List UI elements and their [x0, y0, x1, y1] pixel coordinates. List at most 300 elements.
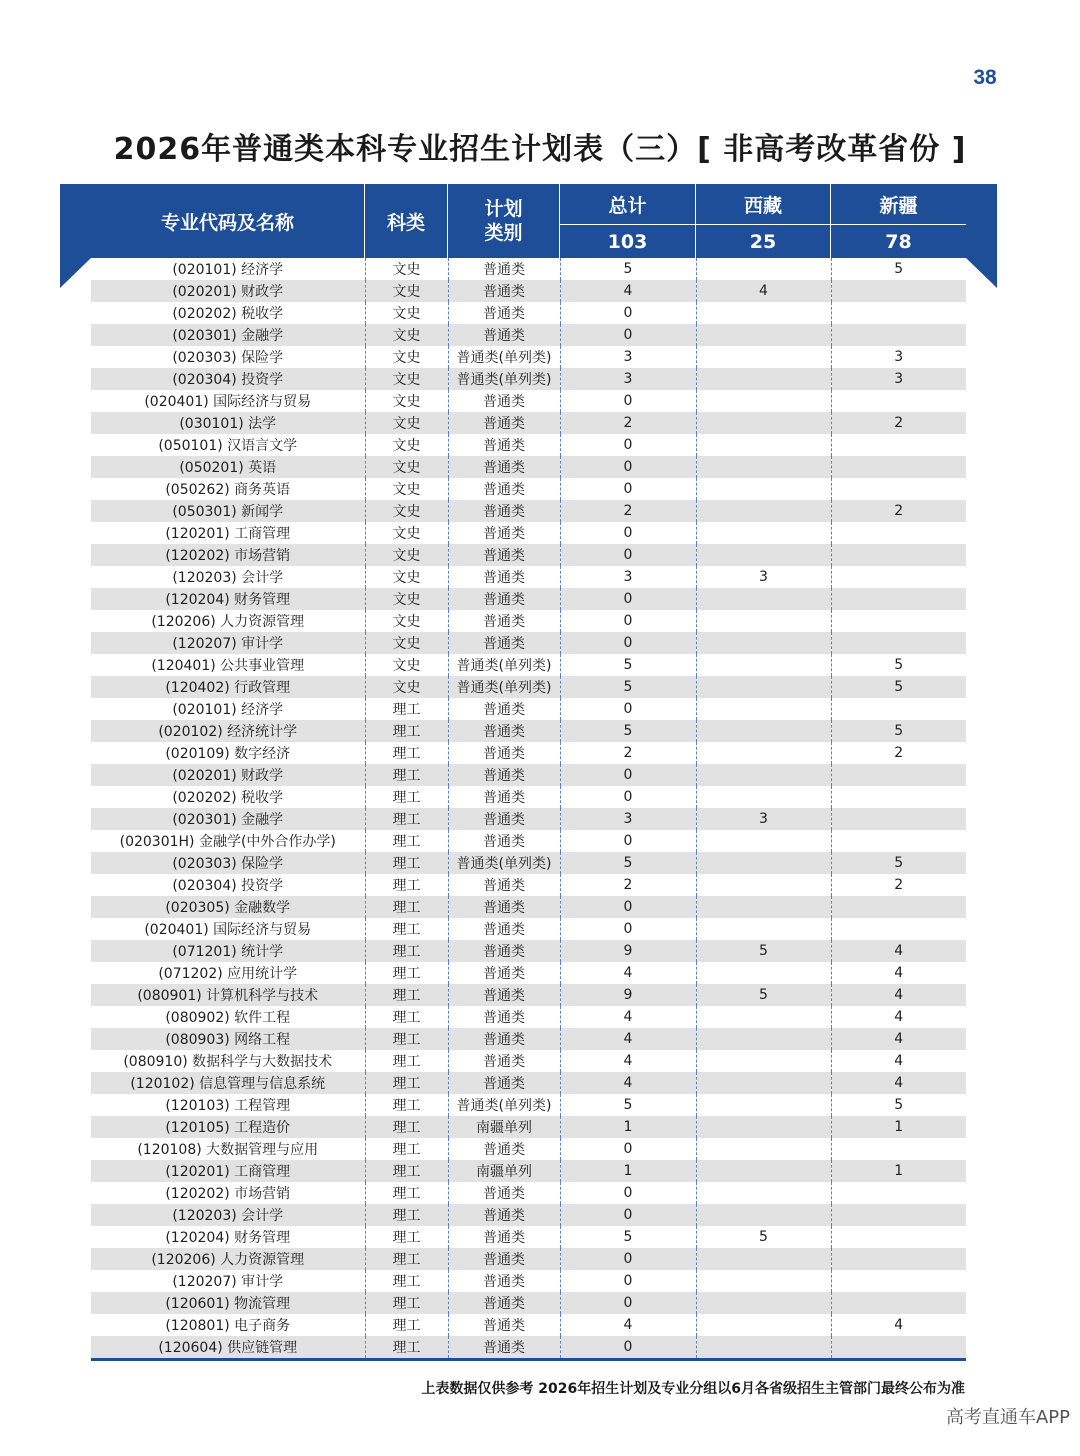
tibet-cell [696, 434, 831, 456]
total-cell: 0 [560, 1204, 696, 1226]
subject-cell: 理工 [365, 1248, 448, 1270]
table-row [91, 742, 966, 764]
total-cell: 0 [560, 1336, 696, 1358]
xinjiang-cell: 4 [831, 1028, 966, 1050]
tibet-cell [696, 896, 831, 918]
table-row [91, 654, 966, 676]
xinjiang-cell: 2 [831, 742, 966, 764]
total-cell: 5 [560, 1094, 696, 1116]
plan-type-cell: 普通类 [448, 962, 560, 984]
table-row [91, 632, 966, 654]
xinjiang-cell: 4 [831, 1006, 966, 1028]
major-cell: (020304) 投资学 [91, 874, 365, 896]
xinjiang-cell [831, 456, 966, 478]
xinjiang-cell [831, 764, 966, 786]
table-row [91, 764, 966, 786]
subject-cell: 文史 [365, 368, 448, 390]
footnote: 上表数据仅供参考 2026年招生计划及专业分组以6月各省级招生主管部门最终公布为准 [421, 1381, 965, 1397]
plan-type-cell: 普通类 [448, 302, 560, 324]
tibet-cell: 3 [696, 566, 831, 588]
subject-cell: 理工 [365, 1028, 448, 1050]
subject-cell: 文史 [365, 500, 448, 522]
table-row [91, 720, 966, 742]
plan-type-cell: 普通类 [448, 1204, 560, 1226]
tibet-cell [696, 412, 831, 434]
table-row [91, 478, 966, 500]
major-cell: (120202) 市场营销 [91, 1182, 365, 1204]
xinjiang-cell: 2 [831, 412, 966, 434]
table-row [91, 1270, 966, 1292]
subject-cell: 文史 [365, 412, 448, 434]
total-cell: 0 [560, 830, 696, 852]
total-cell: 4 [560, 962, 696, 984]
xinjiang-cell: 4 [831, 1072, 966, 1094]
tibet-cell [696, 610, 831, 632]
xinjiang-cell: 3 [831, 346, 966, 368]
plan-type-cell: 普通类 [448, 1182, 560, 1204]
plan-type-cell: 普通类 [448, 918, 560, 940]
subject-cell: 理工 [365, 874, 448, 896]
plan-type-cell: 普通类 [448, 478, 560, 500]
subject-cell: 理工 [365, 1138, 448, 1160]
total-cell: 4 [560, 1050, 696, 1072]
plan-type-cell: 普通类 [448, 1072, 560, 1094]
plan-type-cell: 普通类 [448, 720, 560, 742]
table-row [91, 808, 966, 830]
subject-cell: 理工 [365, 940, 448, 962]
xinjiang-cell [831, 1138, 966, 1160]
plan-type-cell: 普通类 [448, 588, 560, 610]
subject-cell: 理工 [365, 764, 448, 786]
major-cell: (120206) 人力资源管理 [91, 610, 365, 632]
plan-type-cell: 普通类 [448, 1314, 560, 1336]
subject-cell: 文史 [365, 544, 448, 566]
xinjiang-cell [831, 302, 966, 324]
plan-type-cell: 普通类(单列类) [448, 852, 560, 874]
major-cell: (020401) 国际经济与贸易 [91, 918, 365, 940]
subject-cell: 理工 [365, 742, 448, 764]
table-row [91, 456, 966, 478]
xinjiang-cell [831, 632, 966, 654]
tibet-cell [696, 500, 831, 522]
subject-cell: 理工 [365, 962, 448, 984]
xinjiang-cell: 5 [831, 720, 966, 742]
total-cell: 0 [560, 478, 696, 500]
total-cell: 0 [560, 324, 696, 346]
xinjiang-cell [831, 588, 966, 610]
table-row [91, 346, 966, 368]
subject-cell: 理工 [365, 1006, 448, 1028]
total-cell: 0 [560, 764, 696, 786]
total-cell: 0 [560, 1182, 696, 1204]
xinjiang-cell: 3 [831, 368, 966, 390]
major-cell: (120207) 审计学 [91, 632, 365, 654]
plan-type-cell: 普通类 [448, 1226, 560, 1248]
subject-cell: 理工 [365, 1050, 448, 1072]
subject-cell: 理工 [365, 1292, 448, 1314]
total-cell: 4 [560, 1028, 696, 1050]
xinjiang-cell [831, 522, 966, 544]
subject-cell: 文史 [365, 434, 448, 456]
table-row [91, 1116, 966, 1138]
total-cell: 0 [560, 698, 696, 720]
table-row [91, 1138, 966, 1160]
header-flap-right [966, 258, 997, 288]
tibet-cell [696, 698, 831, 720]
tibet-cell [696, 654, 831, 676]
plan-type-cell: 普通类 [448, 896, 560, 918]
plan-type-cell: 普通类 [448, 1336, 560, 1358]
subject-cell: 文史 [365, 456, 448, 478]
subject-cell: 理工 [365, 698, 448, 720]
total-cell: 1 [560, 1116, 696, 1138]
major-cell: (020201) 财政学 [91, 280, 365, 302]
tibet-cell [696, 830, 831, 852]
total-cell: 5 [560, 852, 696, 874]
tibet-cell [696, 1292, 831, 1314]
plan-type-cell: 普通类 [448, 1006, 560, 1028]
table-row [91, 610, 966, 632]
plan-type-cell: 普通类 [448, 830, 560, 852]
subject-cell: 理工 [365, 1336, 448, 1358]
total-cell: 2 [560, 874, 696, 896]
table-row [91, 412, 966, 434]
tibet-cell: 5 [696, 984, 831, 1006]
tibet-cell [696, 544, 831, 566]
total-cell: 0 [560, 786, 696, 808]
total-cell: 0 [560, 632, 696, 654]
plan-type-cell: 普通类 [448, 984, 560, 1006]
xinjiang-cell: 2 [831, 874, 966, 896]
total-cell: 5 [560, 676, 696, 698]
subject-cell: 理工 [365, 1094, 448, 1116]
table-row [91, 1292, 966, 1314]
subject-cell: 文史 [365, 676, 448, 698]
subject-cell: 理工 [365, 720, 448, 742]
major-cell: (120105) 工程造价 [91, 1116, 365, 1138]
subject-cell: 理工 [365, 896, 448, 918]
major-cell: (020101) 经济学 [91, 258, 365, 280]
subject-cell: 理工 [365, 1314, 448, 1336]
tibet-cell [696, 962, 831, 984]
major-cell: (020101) 经济学 [91, 698, 365, 720]
table-row [91, 830, 966, 852]
table-row [91, 852, 966, 874]
major-cell: (071202) 应用统计学 [91, 962, 365, 984]
header-tibet-value: 25 [749, 230, 777, 253]
subject-cell: 文史 [365, 522, 448, 544]
major-cell: (020202) 税收学 [91, 786, 365, 808]
subject-cell: 理工 [365, 1226, 448, 1248]
table-row [91, 918, 966, 940]
total-cell: 3 [560, 808, 696, 830]
plan-type-cell: 普通类 [448, 698, 560, 720]
xinjiang-cell [831, 918, 966, 940]
table-row [91, 1072, 966, 1094]
table-row [91, 324, 966, 346]
subject-cell: 理工 [365, 1182, 448, 1204]
subject-cell: 文史 [365, 588, 448, 610]
plan-type-cell: 普通类 [448, 280, 560, 302]
major-cell: (120204) 财务管理 [91, 1226, 365, 1248]
table-row [91, 1248, 966, 1270]
plan-type-cell: 普通类 [448, 742, 560, 764]
xinjiang-cell [831, 896, 966, 918]
tibet-cell [696, 1138, 831, 1160]
major-cell: (080903) 网络工程 [91, 1028, 365, 1050]
table-bottom-rule [91, 1358, 966, 1361]
plan-type-cell: 普通类(单列类) [448, 654, 560, 676]
major-cell: (020301) 金融学 [91, 808, 365, 830]
total-cell: 9 [560, 984, 696, 1006]
subject-cell: 理工 [365, 1116, 448, 1138]
major-cell: (020109) 数字经济 [91, 742, 365, 764]
table-body [91, 258, 966, 1358]
tibet-cell [696, 1270, 831, 1292]
total-cell: 9 [560, 940, 696, 962]
subject-cell: 理工 [365, 852, 448, 874]
tibet-cell [696, 874, 831, 896]
xinjiang-cell: 5 [831, 1094, 966, 1116]
header-total-value: 103 [607, 230, 648, 253]
total-cell: 4 [560, 1314, 696, 1336]
major-cell: (120801) 电子商务 [91, 1314, 365, 1336]
tibet-cell: 3 [696, 808, 831, 830]
plan-type-cell: 普通类(单列类) [448, 1094, 560, 1116]
total-cell: 0 [560, 896, 696, 918]
xinjiang-cell: 5 [831, 852, 966, 874]
total-cell: 5 [560, 654, 696, 676]
major-cell: (050262) 商务英语 [91, 478, 365, 500]
tibet-cell [696, 588, 831, 610]
major-cell: (050301) 新闻学 [91, 500, 365, 522]
tibet-cell [696, 676, 831, 698]
plan-type-cell: 普通类 [448, 390, 560, 412]
subject-cell: 理工 [365, 1204, 448, 1226]
total-cell: 0 [560, 434, 696, 456]
total-cell: 5 [560, 720, 696, 742]
subject-cell: 理工 [365, 984, 448, 1006]
tibet-cell [696, 522, 831, 544]
tibet-cell [696, 764, 831, 786]
major-cell: (020304) 投资学 [91, 368, 365, 390]
xinjiang-cell: 4 [831, 962, 966, 984]
major-cell: (120604) 供应链管理 [91, 1336, 365, 1358]
major-cell: (120601) 物流管理 [91, 1292, 365, 1314]
header-subject: 科类 [386, 211, 425, 234]
xinjiang-cell: 5 [831, 258, 966, 280]
table-row [91, 1160, 966, 1182]
tibet-cell: 5 [696, 940, 831, 962]
plan-type-cell: 普通类 [448, 1050, 560, 1072]
total-cell: 0 [560, 588, 696, 610]
subject-cell: 文史 [365, 610, 448, 632]
plan-type-cell: 普通类 [448, 434, 560, 456]
table-row [91, 258, 966, 280]
tibet-cell [696, 720, 831, 742]
tibet-cell [696, 1248, 831, 1270]
page-number: 38 [973, 66, 997, 89]
subject-cell: 理工 [365, 1270, 448, 1292]
table-row [91, 896, 966, 918]
major-cell: (080902) 软件工程 [91, 1006, 365, 1028]
table-row [91, 874, 966, 896]
xinjiang-cell: 5 [831, 654, 966, 676]
subject-cell: 文史 [365, 478, 448, 500]
major-cell: (020305) 金融数学 [91, 896, 365, 918]
tibet-cell [696, 302, 831, 324]
xinjiang-cell [831, 544, 966, 566]
table-row [91, 434, 966, 456]
plan-type-cell: 普通类 [448, 1270, 560, 1292]
plan-type-cell: 普通类 [448, 874, 560, 896]
subject-cell: 文史 [365, 654, 448, 676]
subject-cell: 文史 [365, 346, 448, 368]
tibet-cell [696, 390, 831, 412]
major-cell: (120102) 信息管理与信息系统 [91, 1072, 365, 1094]
subject-cell: 理工 [365, 1160, 448, 1182]
page-title: 2026年普通类本科专业招生计划表（三）[ 非高考改革省份 ] [113, 132, 967, 167]
xinjiang-cell: 4 [831, 1050, 966, 1072]
major-cell: (120201) 工商管理 [91, 1160, 365, 1182]
table-row [91, 1204, 966, 1226]
table-row [91, 962, 966, 984]
plan-type-cell: 普通类 [448, 1292, 560, 1314]
tibet-cell [696, 1204, 831, 1226]
plan-type-cell: 普通类 [448, 1248, 560, 1270]
tibet-cell [696, 1314, 831, 1336]
header-total-label: 总计 [608, 194, 647, 217]
tibet-cell [696, 1006, 831, 1028]
subject-cell: 理工 [365, 786, 448, 808]
header-tibet-label: 西藏 [743, 194, 782, 217]
plan-type-cell: 普通类 [448, 412, 560, 434]
major-cell: (120202) 市场营销 [91, 544, 365, 566]
total-cell: 0 [560, 544, 696, 566]
xinjiang-cell [831, 1204, 966, 1226]
subject-cell: 文史 [365, 302, 448, 324]
plan-type-cell: 南疆单列 [448, 1116, 560, 1138]
major-cell: (120201) 工商管理 [91, 522, 365, 544]
header-plan-type [448, 184, 559, 258]
tibet-cell [696, 1072, 831, 1094]
major-cell: (020303) 保险学 [91, 346, 365, 368]
total-cell: 4 [560, 1072, 696, 1094]
major-cell: (020303) 保险学 [91, 852, 365, 874]
header-plan-line1: 计划 [484, 198, 523, 220]
total-cell: 0 [560, 522, 696, 544]
total-cell: 0 [560, 1270, 696, 1292]
table-row [91, 1314, 966, 1336]
xinjiang-cell: 2 [831, 500, 966, 522]
total-cell: 2 [560, 412, 696, 434]
major-cell: (120103) 工程管理 [91, 1094, 365, 1116]
tibet-cell [696, 1160, 831, 1182]
tibet-cell [696, 742, 831, 764]
plan-type-cell: 普通类 [448, 1028, 560, 1050]
plan-type-cell: 普通类(单列类) [448, 346, 560, 368]
tibet-cell: 4 [696, 280, 831, 302]
major-cell: (020201) 财政学 [91, 764, 365, 786]
subject-cell: 文史 [365, 390, 448, 412]
xinjiang-cell: 4 [831, 1314, 966, 1336]
xinjiang-cell [831, 390, 966, 412]
table-row [91, 588, 966, 610]
xinjiang-cell: 1 [831, 1116, 966, 1138]
total-cell: 0 [560, 390, 696, 412]
xinjiang-cell [831, 1248, 966, 1270]
plan-type-cell: 普通类 [448, 610, 560, 632]
major-cell: (020301H) 金融学(中外合作办学) [91, 830, 365, 852]
total-cell: 3 [560, 346, 696, 368]
plan-type-cell: 普通类 [448, 566, 560, 588]
plan-type-cell: 普通类 [448, 258, 560, 280]
major-cell: (071201) 统计学 [91, 940, 365, 962]
major-cell: (030101) 法学 [91, 412, 365, 434]
xinjiang-cell: 4 [831, 984, 966, 1006]
tibet-cell [696, 258, 831, 280]
tibet-cell [696, 1116, 831, 1138]
major-cell: (020401) 国际经济与贸易 [91, 390, 365, 412]
subject-cell: 文史 [365, 258, 448, 280]
header-xinjiang-label: 新疆 [879, 194, 918, 217]
table-row [91, 940, 966, 962]
xinjiang-cell [831, 566, 966, 588]
xinjiang-cell [831, 434, 966, 456]
total-cell: 0 [560, 1248, 696, 1270]
major-cell: (050101) 汉语言文学 [91, 434, 365, 456]
tibet-cell [696, 368, 831, 390]
tibet-cell [696, 1028, 831, 1050]
tibet-cell [696, 1336, 831, 1358]
total-cell: 1 [560, 1160, 696, 1182]
tibet-cell: 5 [696, 1226, 831, 1248]
plan-type-cell: 普通类 [448, 500, 560, 522]
tibet-cell [696, 632, 831, 654]
xinjiang-cell [831, 324, 966, 346]
total-cell: 4 [560, 280, 696, 302]
major-cell: (080910) 数据科学与大数据技术 [91, 1050, 365, 1072]
plan-type-cell: 南疆单列 [448, 1160, 560, 1182]
table-row [91, 786, 966, 808]
total-cell: 2 [560, 742, 696, 764]
xinjiang-cell [831, 1292, 966, 1314]
plan-type-cell: 普通类(单列类) [448, 676, 560, 698]
plan-type-cell: 普通类 [448, 522, 560, 544]
tibet-cell [696, 1050, 831, 1072]
table-row [91, 302, 966, 324]
plan-type-cell: 普通类 [448, 940, 560, 962]
header-subdivider [560, 224, 966, 225]
table-row [91, 390, 966, 412]
xinjiang-cell [831, 808, 966, 830]
xinjiang-cell [831, 280, 966, 302]
header-xinjiang-value: 78 [885, 230, 912, 253]
xinjiang-cell [831, 698, 966, 720]
major-cell: (020202) 税收学 [91, 302, 365, 324]
xinjiang-cell: 5 [831, 676, 966, 698]
xinjiang-cell [831, 478, 966, 500]
subject-cell: 文史 [365, 280, 448, 302]
xinjiang-cell [831, 1270, 966, 1292]
major-cell: (120108) 大数据管理与应用 [91, 1138, 365, 1160]
subject-cell: 理工 [365, 808, 448, 830]
header-major: 专业代码及名称 [160, 211, 294, 234]
xinjiang-cell: 1 [831, 1160, 966, 1182]
total-cell: 0 [560, 1138, 696, 1160]
xinjiang-cell [831, 1336, 966, 1358]
xinjiang-cell [831, 610, 966, 632]
